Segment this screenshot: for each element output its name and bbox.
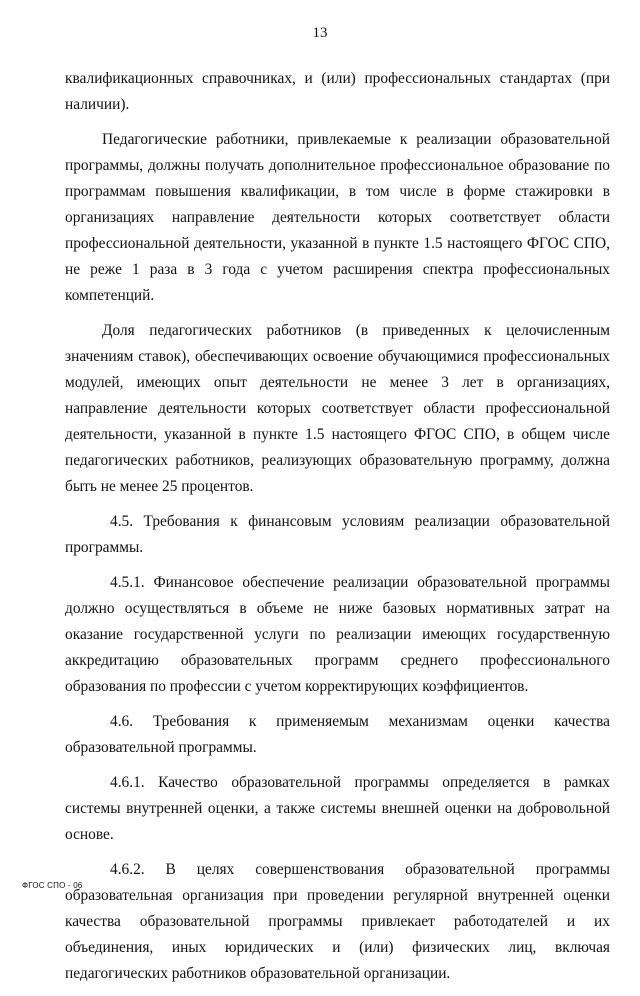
section-4-5-heading: 4.5. Требования к финансовым условиям реализации образовательной программы. <box>65 513 610 556</box>
paragraph-teacher-share: Доля педагогических работников (в приведенных к целочисленным значениям ставок), обеспечивающих освоение обучающимися профессиональных модулей, имеющих опыт деятельности не менее 3 лет в организациях, направление деятельности которых соответствует области профессиональной деятельности, указанной в пункте 1.5 настоящего ФГОС СПО, в общем числе педагогических работников, реализующих образовательную программу, должна быть не менее 25 процентов. <box>65 322 610 495</box>
section-4-6-1: 4.6.1. Качество образовательной программы определяется в рамках системы внутренней оценки, а также системы внешней оценки на добровольной основе. <box>65 774 610 843</box>
footer-label: ФГОС СПО - 06 <box>22 881 83 890</box>
section-4-6-heading: 4.6. Требования к применяемым механизмам оценки качества образовательной программы. <box>65 713 610 756</box>
section-4-5-1: 4.5.1. Финансовое обеспечение реализации образовательной программы должно осуществляться в объеме не ниже базовых нормативных затрат на оказание государственной услуги по реализации имеющих государственную аккредитацию образовательных программ среднего профессионального образования по профессии с учетом корректирующих коэффициентов. <box>65 574 610 695</box>
page-number: 13 <box>312 25 328 41</box>
paragraph-continuation: квалификационных справочниках, и (или) профессиональных стандартах (при наличии). <box>65 70 610 113</box>
section-4-6-2: 4.6.2. В целях совершенствования образовательной программы образовательная организация при проведении регулярной внутренней оценки качества образовательной программы привлекает работодателей и их объединения, иных юридических и (или) физических лиц, включая педагогических работников образовательной организации. <box>65 861 610 982</box>
paragraph-teacher-training: Педагогические работники, привлекаемые к реализации образовательной программы, должны получать дополнительное профессиональное образование по программам повышения квалификации, в том числе в форме стажировки в организациях направление деятельности которых соответствует области профессиональной деятельности, указанной в пункте 1.5 настоящего ФГОС СПО, не реже 1 раза в 3 года с учетом расширения спектра профессиональных компетенций. <box>65 131 610 304</box>
document-body <box>65 66 610 996</box>
